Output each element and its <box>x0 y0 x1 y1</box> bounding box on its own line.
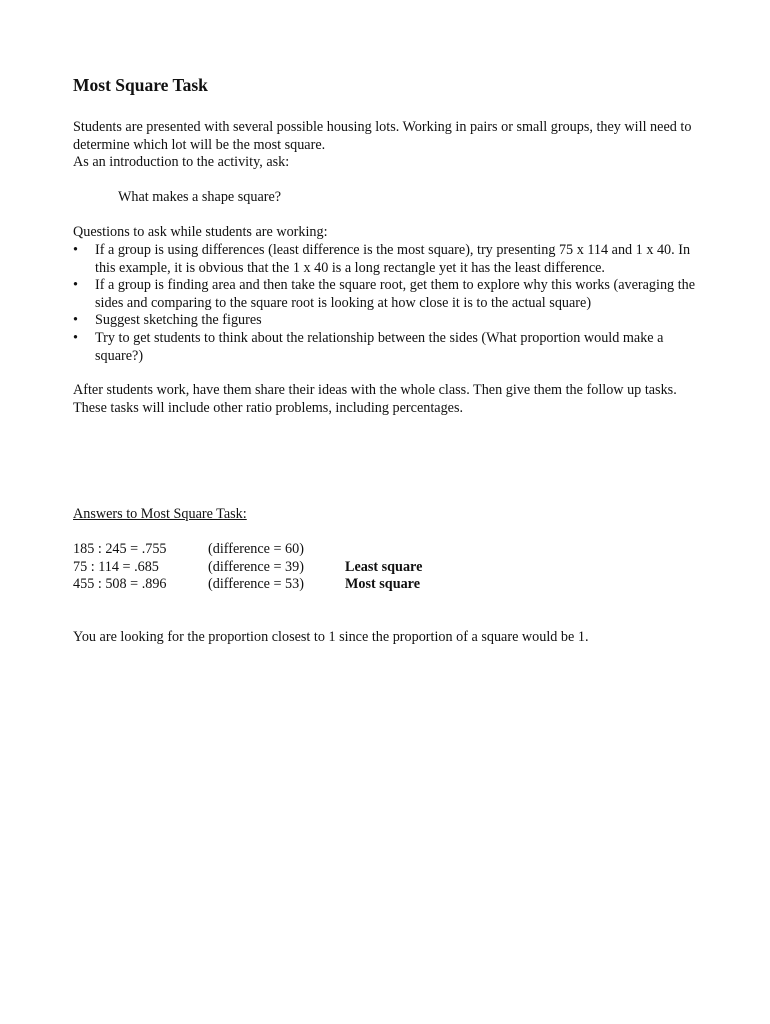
list-item-text: Suggest sketching the figures <box>95 312 262 329</box>
answer-ratio: 185 : 245 = .755 <box>73 540 167 557</box>
answer-ratio: 75 : 114 = .685 <box>73 558 159 575</box>
answer-ratio: 455 : 508 = .896 <box>73 576 167 593</box>
answer-difference: (difference = 53) <box>208 576 304 593</box>
list-item-text: If a group is finding area and then take the square root, get them to explore why this works (averaging the sides and comparing to the square root is looking at how close it is to the actual square) <box>95 277 696 311</box>
answers-heading: Answers to Most Square Task: <box>73 506 247 523</box>
answer-difference: (difference = 60) <box>208 540 304 557</box>
answer-note: Least square <box>345 558 423 575</box>
intro-paragraph: Students are presented with several possible housing lots. Working in pairs or small groups, they will need to determine which lot will be the most square. <box>73 119 692 153</box>
intro-question: What makes a shape square? <box>118 188 282 205</box>
list-item <box>73 242 701 277</box>
intro-prompt: As an introduction to the activity, ask: <box>73 154 290 171</box>
questions-heading: Questions to ask while students are working: <box>73 224 328 241</box>
list-item-text: Try to get students to think about the relationship between the sides (What proportion would make a square?) <box>95 329 664 364</box>
answer-difference: (difference = 39) <box>208 558 304 575</box>
document-title: Most Square Task <box>73 75 208 95</box>
bullet-icon: • <box>73 241 78 258</box>
table-row <box>73 576 422 594</box>
bullet-icon: • <box>73 312 78 329</box>
answers-table <box>73 541 422 594</box>
follow-up-paragraph: After students work, have them share their ideas with the whole class. Then give them the follow up tasks. These tasks will include other ratio problems, including percentages. <box>73 382 677 416</box>
list-item <box>73 330 701 365</box>
questions-list <box>73 242 701 365</box>
bullet-icon: • <box>73 329 78 346</box>
table-row <box>73 559 422 577</box>
document-page <box>73 74 701 646</box>
table-row <box>73 541 422 559</box>
conclusion-paragraph: You are looking for the proportion closest to 1 since the proportion of a square would be 1. <box>73 628 589 645</box>
answer-note <box>345 541 422 559</box>
bullet-icon: • <box>73 277 78 294</box>
list-item <box>73 277 701 312</box>
answer-note: Most square <box>345 576 421 593</box>
list-item <box>73 312 701 330</box>
list-item-text: If a group is using differences (least difference is the most square), try presenting 75 x 114 and 1 x 40. In this example, it is obvious that the 1 x 40 is a long rectangle yet it has the least difference. <box>95 241 691 276</box>
